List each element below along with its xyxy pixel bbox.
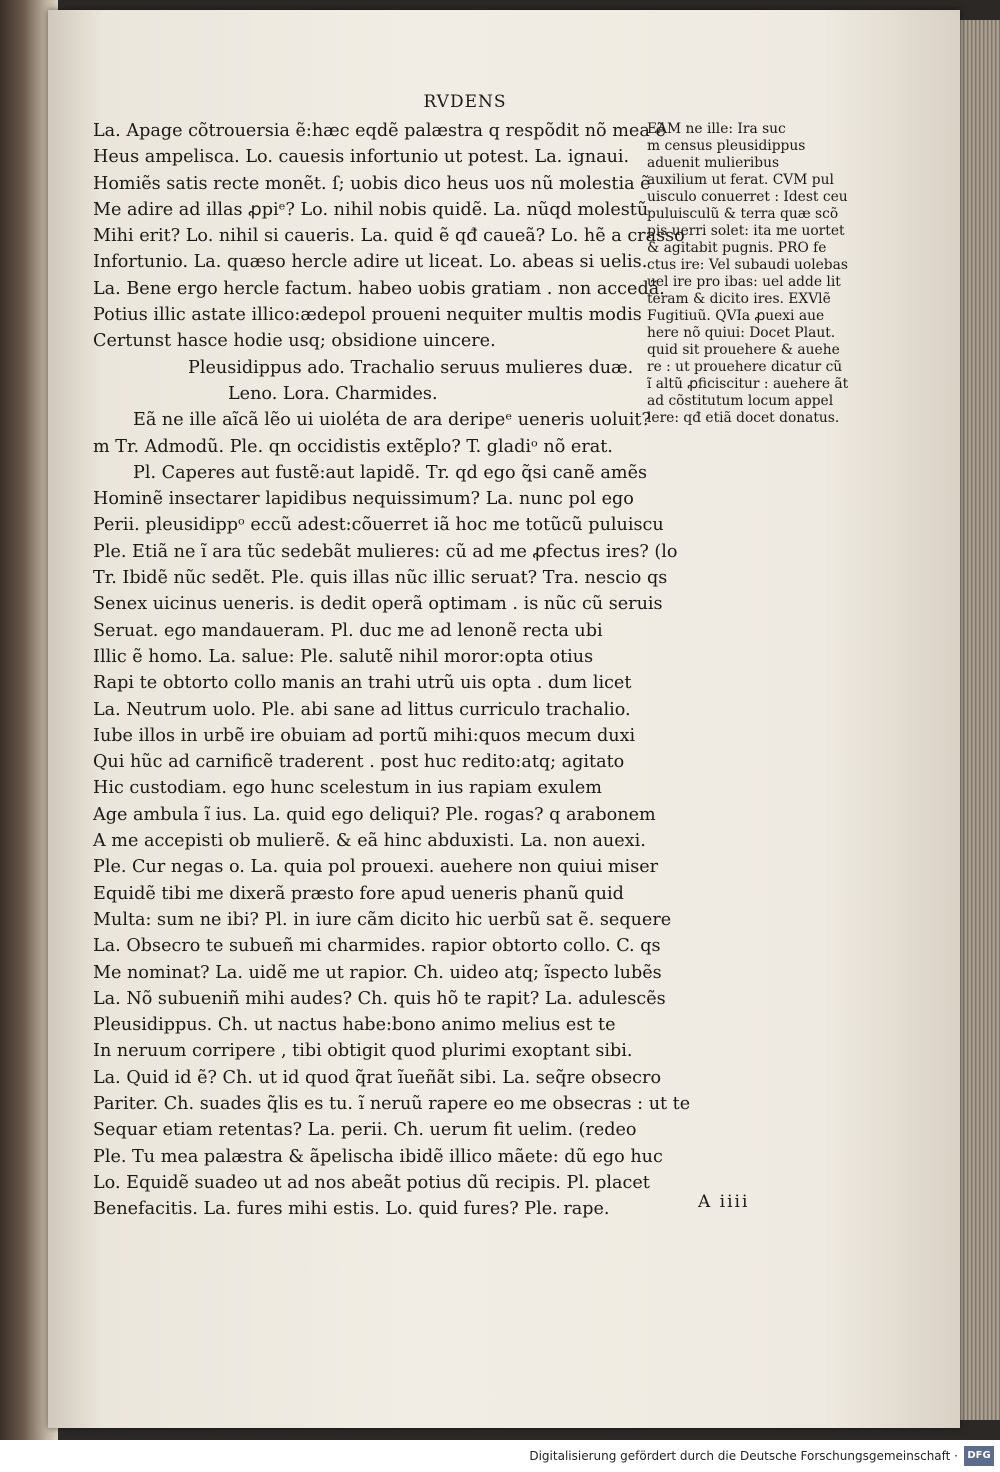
footer-bar xyxy=(0,1440,1000,1472)
text-line: Senex uicinus ueneris. is dedit operã optimam . is nũc cũ seruis xyxy=(93,594,663,615)
text-line: Sequar etiam retentas? La. perii. Ch. uerum fit uelim. (redeo xyxy=(93,1120,637,1141)
text-line: Rapi te obtorto collo manis an trahi utrũ uis opta . dum licet xyxy=(93,673,632,694)
commentary-line: lere: qđ etiã docet donatus. xyxy=(647,410,840,426)
commentary-line: ctus ire: Vel subaudi uolebas xyxy=(647,257,848,273)
text-line: Heus ampelisca. Lo. cauesis infortunio ut potest. La. ignaui. xyxy=(93,147,630,168)
commentary-line: uel ire pro ibas: uel adde lit xyxy=(647,274,841,290)
text-line: Ple. Cur negas o. La. quia pol prouexi. auehere non quiui miser xyxy=(93,857,659,878)
main-text-column xyxy=(93,118,691,1222)
text-line: Pleusidippus. Ch. ut nactus habe:bono animo melius est te xyxy=(93,1015,616,1036)
commentary-line: ad cõstitutum locum appel xyxy=(647,393,834,409)
commentary-column xyxy=(647,121,849,427)
text-line: Hominẽ insectarer lapidibus nequissimum? La. nunc pol ego xyxy=(93,489,634,510)
commentary-line: pis uerri solet: ita me uortet xyxy=(647,223,845,239)
text-line: Eã ne ille aĩcã lẽo ui uioléta de ara deripeᵉ ueneris uoluit? xyxy=(133,410,651,431)
text-line: Me adire ad illas ꝓpiᵉ? Lo. nihil nobis quidẽ. La. nũqd molestũ xyxy=(93,199,649,220)
text-line: Ple. Tu mea palæstra & ãpelischa ibidẽ illico mãete: dũ ego huc xyxy=(93,1146,663,1167)
text-line: Leno. Lora. Charmides. xyxy=(228,383,438,404)
text-line: Pleusidippus ado. Trachalio seruus mulieres duæ. xyxy=(188,357,634,378)
text-line: In neruum corripere , tibi obtigit quod plurimi exoptant sibi. xyxy=(93,1041,633,1062)
funding-notice: Digitalisierung gefördert durch die Deutsche Forschungsgemeinschaft · xyxy=(529,1449,958,1463)
text-line: La. Nõ subueniñ mihi audes? Ch. quis hõ te rapit? La. adulescẽs xyxy=(93,988,666,1009)
commentary-line: quid sit prouehere & auehe xyxy=(647,342,840,358)
text-line: Qui hũc ad carnificẽ traderent . post huc redito:atq; agitato xyxy=(93,752,625,773)
text-line: m Tr. Admodũ. Ple. qn occidistis extẽplo? T. gladiᵒ nõ erat. xyxy=(93,436,613,457)
text-line: Equidẽ tibi me dixerã præsto fore apud ueneris phanũ quid xyxy=(93,883,624,904)
commentary-line: teram & dicito ires. EXVlẽ xyxy=(647,291,831,307)
text-line: Benefacitis. La. fures mihi estis. Lo. quid fures? Ple. rape. xyxy=(93,1199,610,1220)
text-line: Seruat. ego mandaueram. Pl. duc me ad lenonẽ recta ubi xyxy=(93,620,603,641)
text-line: Infortunio. La. quæso hercle adire ut liceat. Lo. abeas si uelis. xyxy=(93,252,648,273)
text-line: A me accepisti ob mulierẽ. & eã hinc abduxisti. La. non auexi. xyxy=(93,831,646,852)
signature-mark: A iiii xyxy=(698,1192,750,1212)
commentary-line: Fugitiuũ. QVIa ꝓuexi aue xyxy=(647,308,825,324)
text-line: Multa: sum ne ibi? Pl. in iure cãm dicito hic uerbũ sat ẽ. sequere xyxy=(93,909,672,930)
commentary-line: puluisculũ & terra quæ scõ xyxy=(647,206,839,222)
text-line: Potius illic astate illico:ædepol proueni nequiter multis modis xyxy=(93,305,642,326)
text-line: Lo. Equidẽ suadeo ut ad nos abeãt potius dũ recipis. Pl. placet xyxy=(93,1172,650,1193)
commentary-line: & agitabit pugnis. PRO fe xyxy=(647,240,827,256)
text-line: Certunst hasce hodie usq; obsidione uincere. xyxy=(93,331,496,352)
text-line: Iube illos in urbẽ ire obuiam ad portũ mihi:quos mecum duxi xyxy=(93,725,636,746)
page-block-edge xyxy=(960,20,1000,1420)
dfg-logo: DFG xyxy=(964,1446,994,1466)
text-line: Me nominat? La. uidẽ me ut rapior. Ch. uideo atq; ĩspecto lubẽs xyxy=(93,962,662,983)
text-line: Age ambula ĩ ius. La. quid ego deliqui? Ple. rogas? q arabonem xyxy=(93,804,656,825)
text-line: Pl. Caperes aut fustẽ:aut lapidẽ. Tr. qd ego q̃si canẽ amẽs xyxy=(133,462,648,483)
text-line: La. Neutrum uolo. Ple. abi sane ad littus curriculo trachalio. xyxy=(93,699,631,720)
text-line: La. Obsecro te subueñ mi charmides. rapior obtorto collo. C. qs xyxy=(93,936,661,957)
commentary-line: here nõ quiui: Docet Plaut. xyxy=(647,325,836,341)
text-line: La. Apage cõtrouersia ẽ:hæc eqdẽ palæstra q respõdit nõ mea ẽ xyxy=(93,121,666,141)
text-line: Perii. pleusidippᵒ eccũ adest:cõuerret iã hoc me totũcũ puluiscu xyxy=(93,515,664,536)
text-line: Illic ẽ homo. La. salue: Ple. salutẽ nihil moror:opta otius xyxy=(93,646,594,667)
text-line: La. Quid id ẽ? Ch. ut id quod q̃rat ĩueñãt sibi. La. seq̃re obsecro xyxy=(93,1067,662,1088)
text-line: Mihi erit? Lo. nihil si caueris. La. quid ẽ qđ caueã? Lo. hẽ a crasso xyxy=(93,226,685,247)
commentary-line: m census pleusidippus xyxy=(647,138,806,154)
text-line: Pariter. Ch. suades q̃lis es tu. ĩ neruũ rapere eo me obsecras : ut te xyxy=(93,1093,691,1114)
commentary-line: re : ut prouehere dicatur cũ xyxy=(647,359,843,375)
commentary-line: aduenit mulieribus xyxy=(647,155,780,171)
running-head: RVDENS xyxy=(423,92,507,112)
text-line: La. Bene ergo hercle factum. habeo uobis gratiam . non accedã. xyxy=(93,278,665,299)
commentary-line: EAM ne ille: Ira suc xyxy=(647,121,786,137)
text-line: Ple. Etiã ne ĩ ara tũc sedebãt mulieres: cũ ad me ꝓfectus ires? (lo xyxy=(93,541,678,562)
commentary-line: ĩ altũ ꝓficiscitur : auehere ãt xyxy=(647,376,849,392)
text-line: Hic custodiam. ego hunc scelestum in ius rapiam exulem xyxy=(93,778,602,799)
commentary-line: uisculo conuerret : Idest ceu xyxy=(647,189,848,205)
text-line: Homiẽs satis recte monẽt. ſ; uobis dico heus uos nũ molestia ẽ xyxy=(93,173,651,194)
commentary-line: auxilium ut ferat. CVM pul xyxy=(647,172,834,188)
text-line: Tr. Ibidẽ nũc sedẽt. Ple. quis illas nũc illic seruat? Tra. nescio qs xyxy=(93,568,668,589)
